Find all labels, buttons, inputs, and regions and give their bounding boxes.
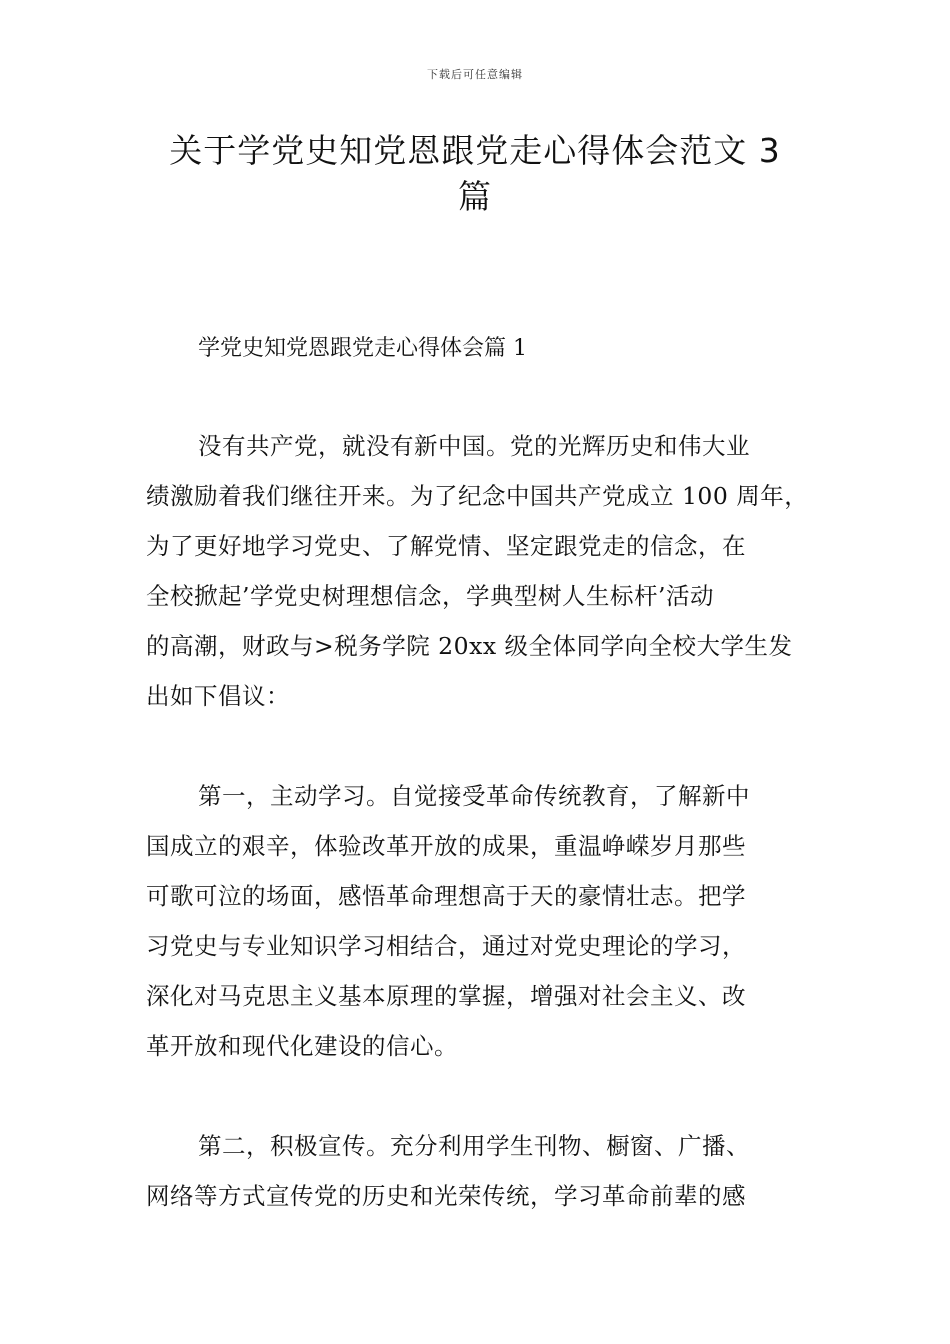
section-heading: 学党史知党恩跟党走心得体会篇 1	[198, 336, 527, 361]
document-title	[140, 128, 810, 220]
paragraph-line: 深化对马克思主义基本原理的掌握，增强对社会主义、改	[146, 982, 746, 1010]
paragraph-line: 习党史与专业知识学习相结合，通过对党史理论的学习，	[146, 932, 746, 960]
document-title-line-1: 关于学党史知党恩跟党走心得体会范文 3	[169, 131, 781, 170]
paragraph-line: 国成立的艰辛，体验改革开放的成果，重温峥嵘岁月那些	[146, 832, 746, 860]
paragraph-2	[146, 771, 810, 1071]
paragraph-line: 出如下倡议：	[146, 682, 290, 710]
header-note: 下载后可任意编辑	[427, 68, 523, 81]
paragraph-line: 第二，积极宣传。充分利用学生刊物、橱窗、广播、	[198, 1132, 750, 1160]
document-title-line-2: 篇	[458, 177, 492, 216]
paragraph-line: 革开放和现代化建设的信心。	[146, 1032, 458, 1060]
paragraph-line: 第一，主动学习。自觉接受革命传统教育，了解新中	[198, 782, 750, 810]
paragraph-line: 全校掀起’学党史树理想信念，学典型树人生标杆’活动	[146, 582, 714, 610]
paragraph-line: 没有共产党，就没有新中国。党的光辉历史和伟大业	[198, 432, 750, 460]
paragraph-line: 可歌可泣的场面，感悟革命理想高于天的豪情壮志。把学	[146, 882, 746, 910]
paragraph-line: 为了更好地学习党史、了解党情、坚定跟党走的信念，在	[146, 532, 746, 560]
paragraph-line: 网络等方式宣传党的历史和光荣传统，学习革命前辈的感	[146, 1182, 746, 1210]
paragraph-1	[146, 421, 810, 721]
paragraph-3	[146, 1121, 810, 1221]
paragraph-line: 绩激励着我们继往开来。为了纪念中国共产党成立 100 周年，	[146, 482, 809, 510]
paragraph-line: 的高潮，财政与>税务学院 20xx 级全体同学向全校大学生发	[146, 632, 793, 660]
